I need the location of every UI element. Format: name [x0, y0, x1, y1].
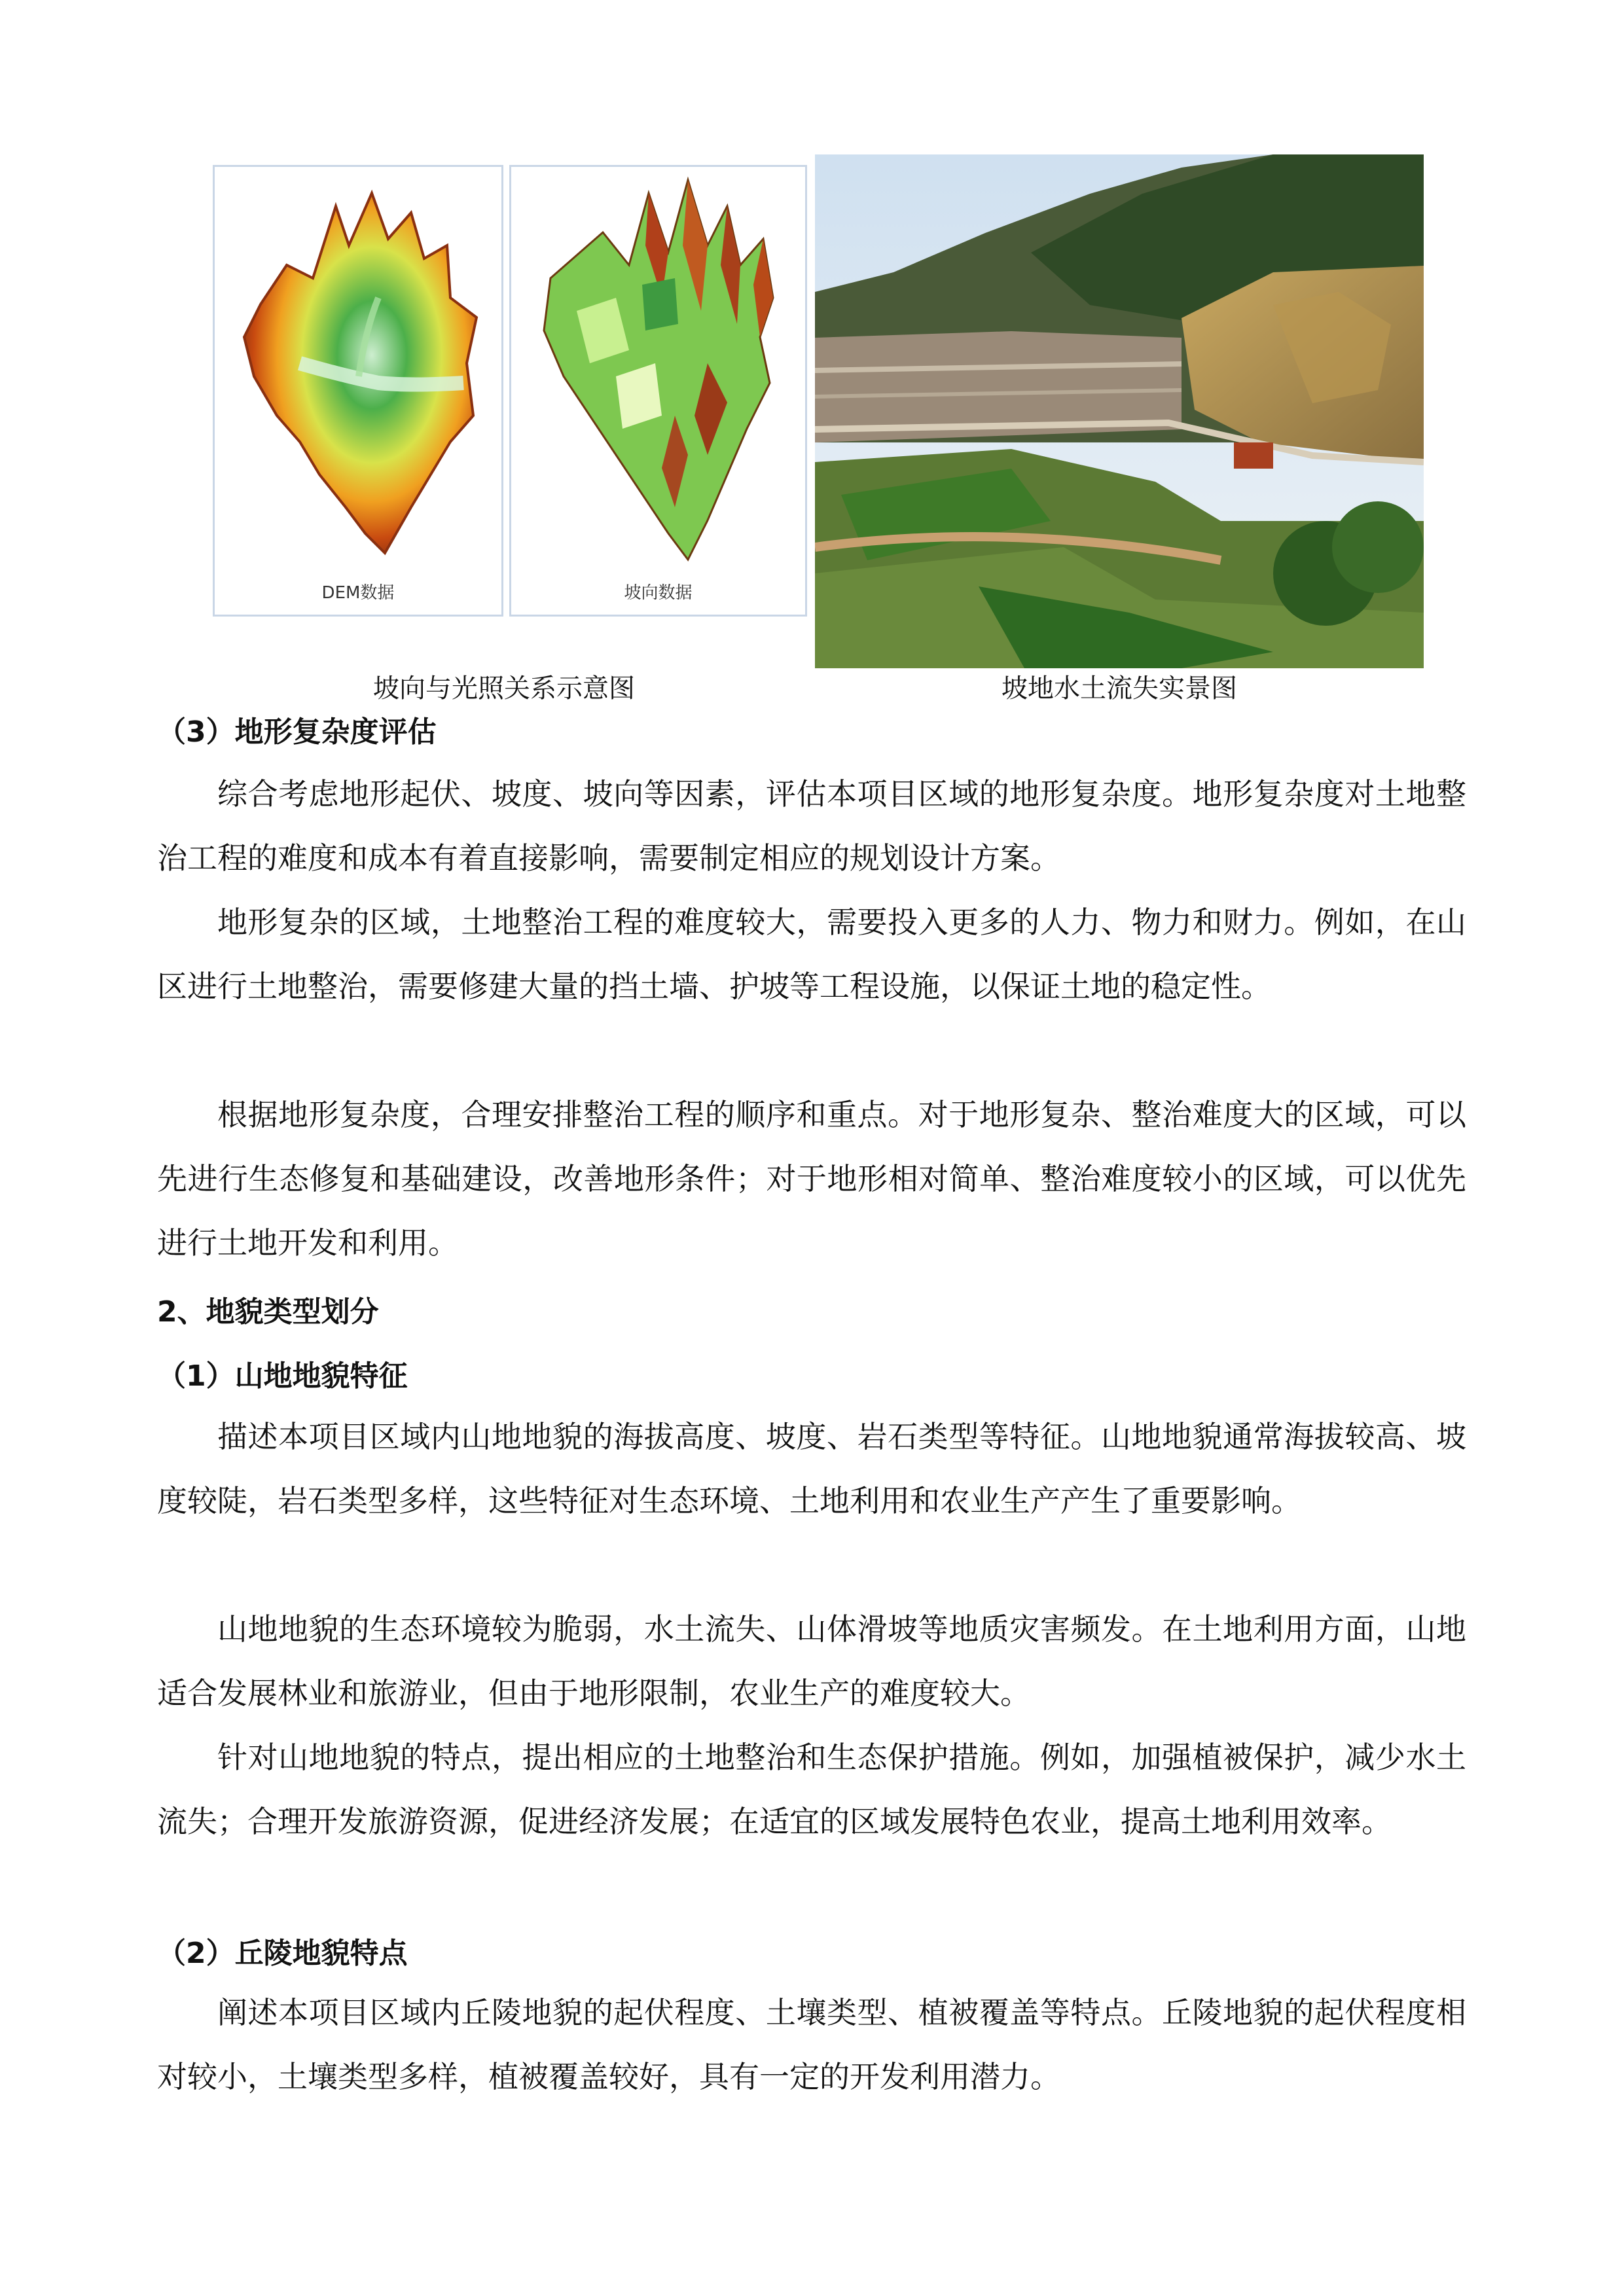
paragraph-terrain-complexity-1: 综合考虑地形起伏、坡度、坡向等因素，评估本项目区域的地形复杂度。地形复杂度对土地整治工程的难度和成本有着直接影响，需要制定相应的规划设计方案。	[157, 776, 1466, 876]
paragraph-terrain-complexity-3: 根据地形复杂度，合理安排整治工程的顺序和重点。对于地形复杂、整治难度大的区域，可以先进行生态修复和基础建设，改善地形条件；对于地形相对简单、整治难度较小的区域，可以优先进行土地开发和利用。	[157, 1097, 1466, 1261]
dem-map-label: DEM数据	[321, 583, 395, 603]
heading-mountain-landform: （1）山地地貌特征	[157, 1359, 408, 1393]
heading-landform-classification: 2、地貌类型划分	[157, 1295, 379, 1329]
dem-map-panel	[213, 165, 503, 617]
aspect-map-panel	[509, 165, 807, 617]
aspect-map-image	[511, 167, 805, 573]
slope-erosion-photo-image	[815, 154, 1424, 668]
aspect-map-label: 坡向数据	[624, 583, 693, 603]
figure-caption-left: 坡向与光照关系示意图	[373, 673, 635, 704]
figure-caption-right: 坡地水土流失实景图	[1001, 673, 1237, 704]
heading-terrain-complexity: （3）地形复杂度评估	[157, 715, 437, 749]
paragraph-hill-1: 阐述本项目区域内丘陵地貌的起伏程度、土壤类型、植被覆盖等特点。丘陵地貌的起伏程度相对较小，土壤类型多样，植被覆盖较好，具有一定的开发利用潜力。	[157, 1995, 1466, 2094]
paragraph-mountain-2: 山地地貌的生态环境较为脆弱，水土流失、山体滑坡等地质灾害频发。在土地利用方面，山地适合发展林业和旅游业，但由于地形限制，农业生产的难度较大。	[157, 1611, 1466, 1711]
paragraph-mountain-1: 描述本项目区域内山地地貌的海拔高度、坡度、岩石类型等特征。山地地貌通常海拔较高、坡度较陡，岩石类型多样，这些特征对生态环境、土地利用和农业生产产生了重要影响。	[157, 1419, 1466, 1518]
paragraph-mountain-3: 针对山地地貌的特点，提出相应的土地整治和生态保护措施。例如，加强植被保护，减少水土流失；合理开发旅游资源，促进经济发展；在适宜的区域发展特色农业，提高土地利用效率。	[157, 1740, 1466, 1839]
dem-map-image	[215, 167, 501, 573]
paragraph-terrain-complexity-2: 地形复杂的区域，土地整治工程的难度较大，需要投入更多的人力、物力和财力。例如，在山区进行土地整治，需要修建大量的挡土墙、护坡等工程设施，以保证土地的稳定性。	[157, 905, 1466, 1004]
slope-erosion-photo	[815, 154, 1424, 668]
heading-hill-landform: （2）丘陵地貌特点	[157, 1937, 408, 1970]
